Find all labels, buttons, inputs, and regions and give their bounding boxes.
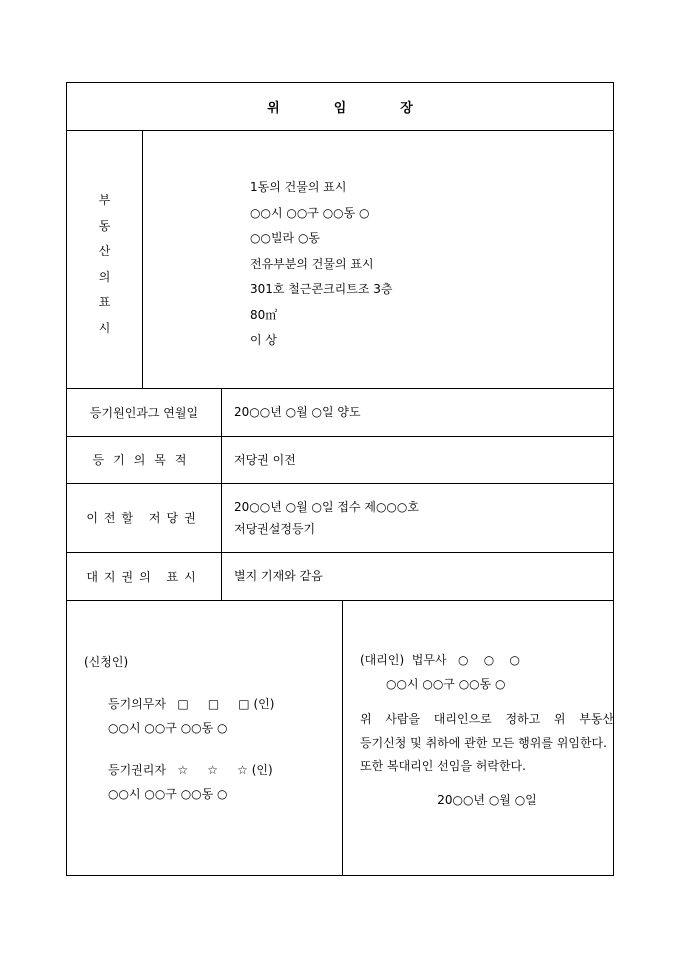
row-value-line: 20○○년 ○월 ○일 접수 제○○○호 <box>234 499 419 514</box>
label-char: 부 <box>98 193 111 207</box>
agent-header: (대리인) <box>360 653 405 667</box>
agent-mark: ○ <box>509 653 520 667</box>
label-char: 산 <box>98 244 111 258</box>
row-label-land-right: 대지권의 표시 <box>86 569 202 584</box>
holder-address: ○○시 ○○구 ○○동 ○ <box>108 787 228 801</box>
obligor-mark: □ <box>207 697 220 711</box>
agent-section <box>360 649 614 808</box>
holder-label: 등기권리자 <box>108 763 166 777</box>
divider <box>67 600 613 601</box>
agent-date: 20○○년 ○월 ○일 <box>437 792 537 807</box>
title-char: 위 <box>267 101 280 116</box>
property-line: ○○시 ○○구 ○○동 ○ <box>250 205 370 220</box>
row-value-mortgage <box>234 483 419 552</box>
agent-statement-2: 또한 복대리인 선임을 허락한다. <box>360 759 526 773</box>
agent-mark: ○ <box>458 653 469 667</box>
form-title <box>67 83 613 130</box>
property-line: 301호 철근콘크리트조 3층 <box>250 282 393 296</box>
property-line: 1동의 건물의 표시 <box>250 180 347 194</box>
obligor-mark: □ <box>177 697 189 711</box>
row-value-line: 저당권설정등기 <box>234 521 316 536</box>
power-of-attorney-form <box>66 82 614 876</box>
row-value-land-right <box>234 552 323 600</box>
label-char: 표 <box>98 295 111 309</box>
obligor-seal: (인) <box>253 697 275 711</box>
label-char: 시 <box>98 320 111 335</box>
property-description <box>250 175 393 354</box>
label-char: 동 <box>98 218 111 233</box>
applicant-section <box>84 650 274 806</box>
agent-title: 법무사 <box>411 653 447 667</box>
obligor-address: ○○시 ○○구 ○○동 ○ <box>108 721 228 735</box>
obligor-line <box>84 692 274 716</box>
property-line: 전유부분의 건물의 표시 <box>250 256 374 271</box>
obligor-mark: □ <box>238 697 250 711</box>
applicant-header: (신청인) <box>84 655 129 669</box>
property-line: 이 상 <box>250 333 277 347</box>
title-char: 장 <box>400 101 413 116</box>
agent-mark: ○ <box>483 653 495 667</box>
row-value-line: 20○○년 ○월 ○일 양도 <box>234 405 361 419</box>
agent-line <box>360 649 614 673</box>
agent-address: ○○시 ○○구 ○○동 ○ <box>386 676 506 691</box>
row-label-mortgage: 이전할 저당권 <box>86 511 202 525</box>
label-char: 의 <box>98 269 111 284</box>
row-value-cause <box>234 388 361 436</box>
row-value-line: 별지 기재와 같음 <box>234 569 323 583</box>
holder-seal: (인) <box>251 763 273 777</box>
row-label-cause: 등기원인과그 연월일 <box>89 405 199 420</box>
agent-statement: 위 사람을 대리인으로 정하고 위 부동산 등기신청 및 취하에 관한 모든 행위를 위임한다. <box>360 712 614 750</box>
holder-line <box>84 758 274 782</box>
row-label-purpose: 등기의목적 <box>92 453 196 467</box>
title-char: 임 <box>333 101 347 116</box>
divider <box>342 600 343 876</box>
obligor-label: 등기의무자 <box>108 697 166 711</box>
property-line: ○○빌라 ○동 <box>250 231 321 245</box>
holder-mark: ☆ <box>207 763 219 777</box>
property-line: 80㎡ <box>250 307 278 322</box>
row-value-purpose <box>234 436 296 483</box>
property-label <box>67 188 142 341</box>
divider <box>67 130 613 131</box>
holder-mark: ☆ <box>177 763 189 777</box>
row-value-line: 저당권 이전 <box>234 452 296 467</box>
divider <box>221 388 222 600</box>
divider <box>142 130 143 388</box>
holder-mark: ☆ <box>237 763 248 777</box>
